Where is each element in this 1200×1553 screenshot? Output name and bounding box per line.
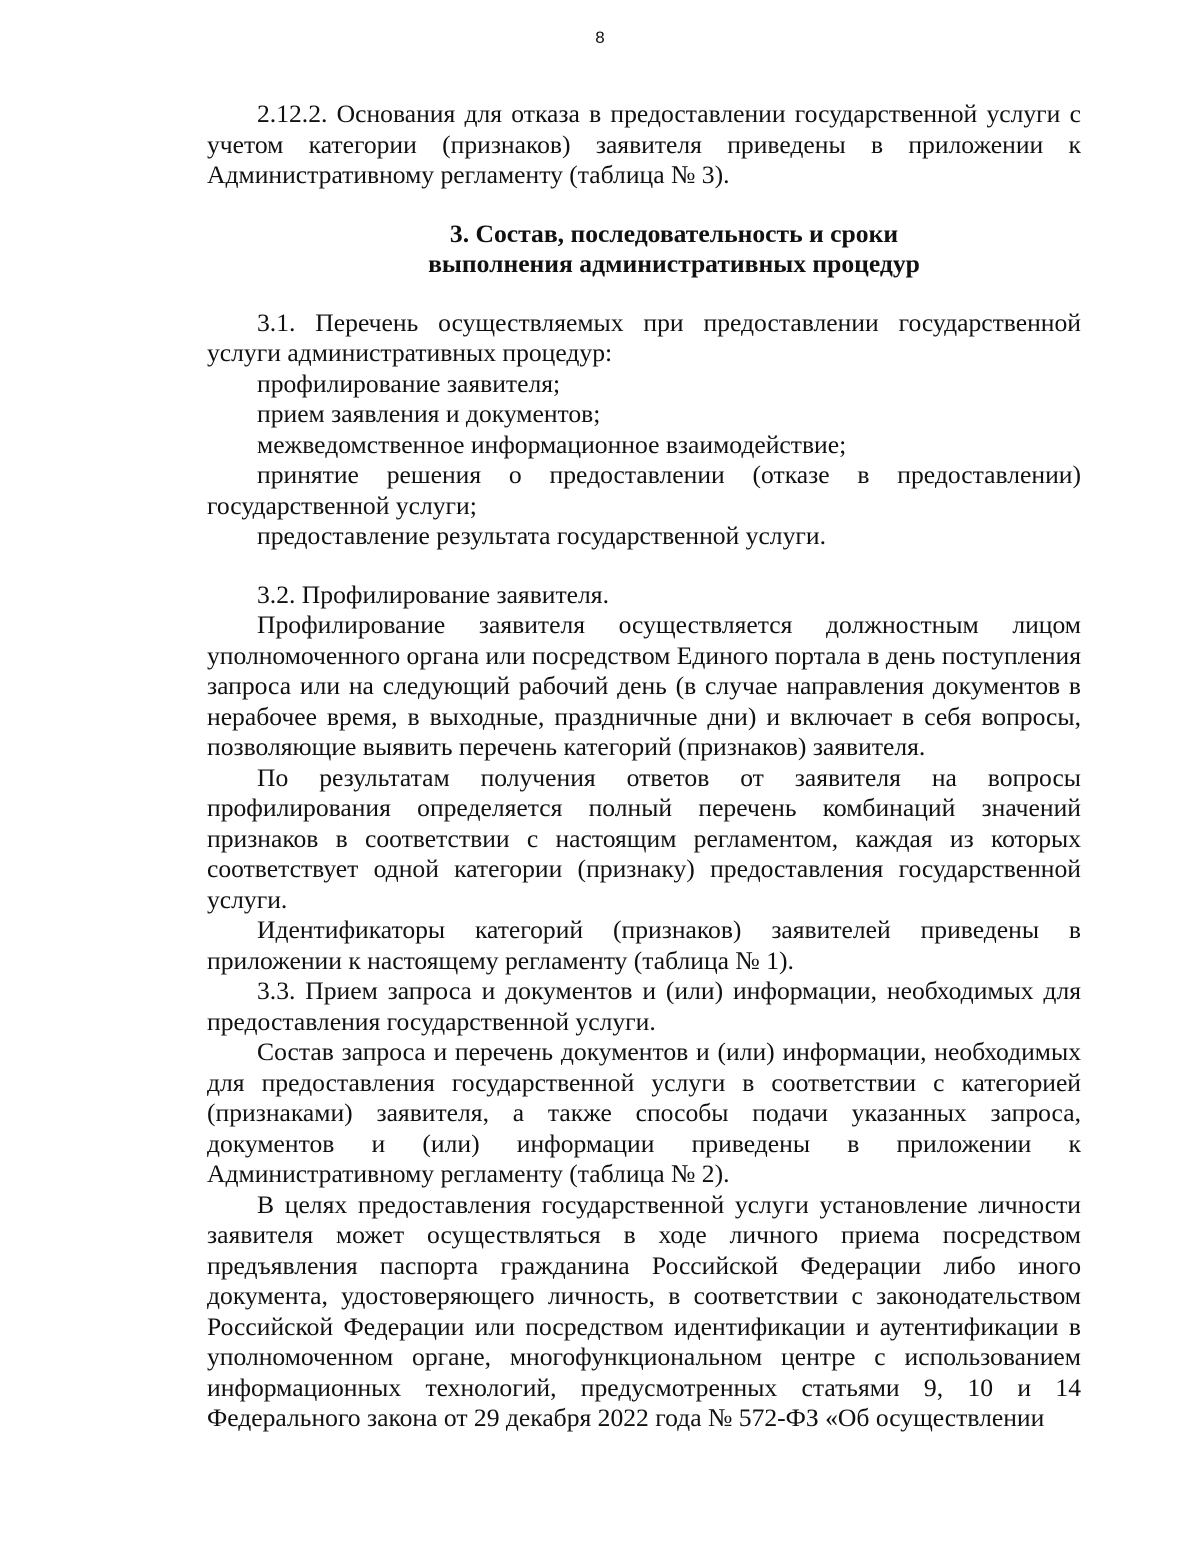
- paragraph-2-12-2: 2.12.2. Основания для отказа в предоставлении государственной услуги с учетом категории (признаков) заявителя приведены в приложении к Административному регламенту (таблица № 3).: [207, 99, 1081, 189]
- section-3-heading-line2: выполнения административных процедур: [428, 249, 920, 278]
- paragraph-3-1-intro: 3.1. Перечень осуществляемых при предоставлении государственной услуги административных процедур:: [207, 307, 1081, 367]
- paragraph-3-3-title: 3.3. Прием запроса и документов и (или) информации, необходимых для предоставления государственной услуги.: [207, 976, 1081, 1036]
- procedure-item: межведомственное информационное взаимодействие;: [257, 429, 847, 459]
- paragraph-3-3-body: В целях предоставления государственной услуги установление личности заявителя может осуществляться в ходе личного приема посредством предъявления паспорта гражданина Российской Федерации либо иного документа, удостоверяющего личность, в соответствии с законодательством Российской Федерации или посредством идентификации и аутентификации в уполномоченном органе, многофункциональном центре с использованием информационных технологий, предусмотренных статьями 9, 10 и 14 Федерального закона от 29 декабря 2022 года № 572-ФЗ «Об осуществлении: [207, 1189, 1081, 1432]
- paragraph-3-2-body: Профилирование заявителя осуществляется должностным лицом уполномоченного органа или посредством Единого портала в день поступления запроса или на следующий рабочий день (в случае направления документов в нерабочее время, в выходные, праздничные дни) и включает в себя вопросы, позволяющие выявить перечень категорий (признаков) заявителя.: [207, 610, 1081, 761]
- procedure-item: принятие решения о предоставлении (отказе в предоставлении) государственной услуги;: [207, 460, 1081, 520]
- paragraph-3-2-title: 3.2. Профилирование заявителя.: [257, 579, 609, 609]
- paragraph-3-3-body: Состав запроса и перечень документов и (или) информации, необходимых для предоставления государственной услуги в соответствии с категорией (признаками) заявителя, а также способы подачи указанных запроса, документов и (или) информации приведены в приложении к Административному регламенту (таблица № 2).: [207, 1037, 1081, 1188]
- procedure-item: прием заявления и документов;: [257, 399, 601, 428]
- section-3-heading: [207, 219, 1081, 280]
- document-body: [207, 99, 1081, 1434]
- paragraph-3-2-body: Идентификаторы категорий (признаков) заявителей приведены в приложении к настоящему регламенту (таблица № 1).: [207, 915, 1081, 975]
- procedure-item: профилирование заявителя;: [257, 368, 561, 398]
- section-3-heading-line1: 3. Состав, последовательность и сроки: [449, 218, 899, 248]
- procedure-item: предоставление результата государственной услуги.: [257, 521, 826, 550]
- page-number: 8: [595, 28, 605, 47]
- paragraph-3-2-body: По результатам получения ответов от заявителя на вопросы профилирования определяется полный перечень комбинаций значений признаков в соответствии с настоящим регламентом, каждая из которых соответствует одной категории (признаку) предоставления государственной услуги.: [207, 762, 1081, 914]
